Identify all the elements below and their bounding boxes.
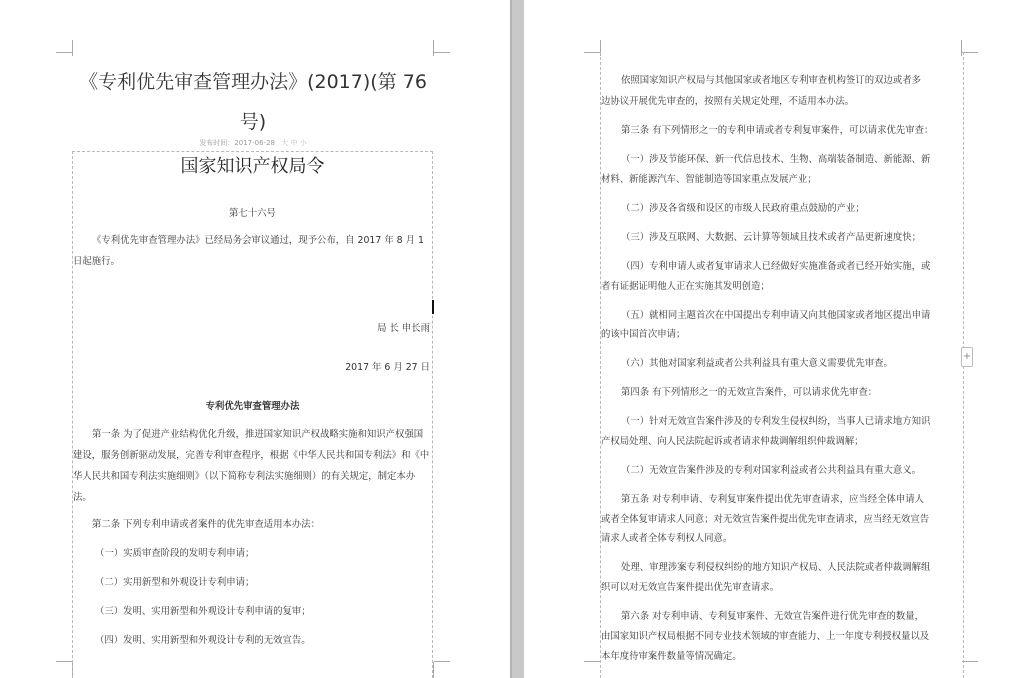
text-line: （二）涉及各省级和设区的市级人民政府重点鼓励的产业； [621,203,865,214]
crop-mark [433,40,434,56]
text-line: （四）专利申请人或者复审请求人已经做好实施准备或者已经开始实施，或 [621,261,931,272]
text-line: 的该中国首次申请； [601,329,686,340]
text-line: 产权局处理、向人民法院起诉或者请求仲裁调解组织仲裁调解； [601,436,864,447]
text-line: 边协议开展优先审查的，按照有关规定处理，不适用本办法。 [601,96,855,107]
article-2-item: （四）发明、实用新型和外观设计专利的无效宣告。 [95,635,311,646]
font-size-switch[interactable]: 大 中 小 [281,139,307,147]
signer: 局 长 申长雨 [377,323,430,334]
text-line: （三）涉及互联网、大数据、云计算等领域且技术或者产品更新速度快； [621,232,922,243]
crop-mark [434,661,450,662]
text-line: 者有证据证明他人正在实施其发明创造； [601,281,770,292]
text-line: 第四条 有下列情形之一的无效宣告案件，可以请求优先审查： [621,387,878,398]
article-2-item: （二）实用新型和外观设计专利申请； [95,577,255,588]
document-title-line1: 《专利优先审查管理办法》(2017)(第 76 [79,71,427,93]
text-line: 第五条 对专利申请、专利复审案件提出优先审查请求，应当经全体申请人 [621,494,924,505]
crop-mark [56,52,72,53]
text-line: 由国家知识产权局根据不同专业技术领域的审查能力、上一年度专利授权量以及 [601,631,930,642]
signing-date: 2017 年 6 月 27 日 [345,362,430,373]
text-line: （六）其他对国家利益或者公共利益具有重大意义需要优先审查。 [621,358,893,369]
text-line: （五）就相同主题首次在中国提出专利申请又向其他国家或者地区提出申请 [621,310,931,321]
text-line: （二）无效宣告案件涉及的专利对国家利益或者公共利益具有重大意义。 [621,465,922,476]
text-line: 请求人或者全体专利权人同意。 [601,533,733,544]
document-title [72,62,434,142]
article-2-item: （三）发明、实用新型和外观设计专利申请的复审； [95,606,311,617]
text-line: 处理、审理涉案专利侵权纠纷的地方知识产权局、人民法院或者仲裁调解组 [621,562,931,573]
bureau-heading: 国家知识产权局令 [180,156,325,177]
text-line: 第六条 对专利申请、专利复审案件、无效宣告案件进行优先审查的数量， [621,611,924,622]
crop-mark [962,661,978,662]
text-line: 第三条 有下列情形之一的专利申请或者专利复审案件，可以请求优先审查： [621,125,934,136]
text-line: 或者全体复审请求人同意；对无效宣告案件提出优先审查请求，应当经无效宣告 [601,514,930,525]
law-title: 专利优先审查管理办法 [205,401,300,412]
crop-mark [584,52,600,53]
page-shadow-edge [510,0,512,678]
crop-mark [584,661,600,662]
crop-mark [434,52,450,53]
crop-mark [72,40,73,56]
crop-mark [56,661,72,662]
article-2: 第二条 下列专利申请或者案件的优先审查适用本办法： [92,519,320,530]
text-line: 本年度待审案件数量等情况确定。 [601,651,742,662]
text-line: 织可以对无效宣告案件提出优先审查请求。 [601,582,780,593]
intro-paragraph: 《专利优先审查管理办法》已经局务会审议通过，现予公布，自 2017 年 8 月 1 日起施行。 [73,235,424,267]
article-1: 第一条 为了促进产业结构优化升级，推进国家知识产权战略实施和知识产权强国建设，服务创新驱动发展，完善专利审查程序，根据《中华人民共和国专利法》和《中华人民共和国专利法实施细则》（以下简称专利法实施细则）的有关规定，制定本办法。 [73,429,430,503]
publish-date: 发布时间：2017-06-28 [199,139,275,147]
publish-meta [72,138,434,148]
document-title-line2: 号) [239,111,267,133]
page-gap [510,0,524,678]
text-line: （一）涉及节能环保、新一代信息技术、生物、高端装备制造、新能源、新 [621,154,931,165]
text-line: 依照国家知识产权局与其他国家或者地区专利审查机构签订的双边或者多 [621,75,922,86]
text-line: 材料、新能源汽车、智能制造等国家重点发展产业； [601,174,817,185]
text-line: （一）针对无效宣告案件涉及的专利发生侵权纠纷，当事人已请求地方知识 [621,416,931,427]
expand-plus-icon[interactable]: + [961,347,973,367]
text-cursor [432,300,434,314]
order-number: 第七十六号 [229,208,276,219]
content-frame [72,151,433,678]
crop-mark [433,662,434,678]
article-2-item: （一）实质审查阶段的发明专利申请； [95,548,255,559]
crop-mark [962,52,978,53]
